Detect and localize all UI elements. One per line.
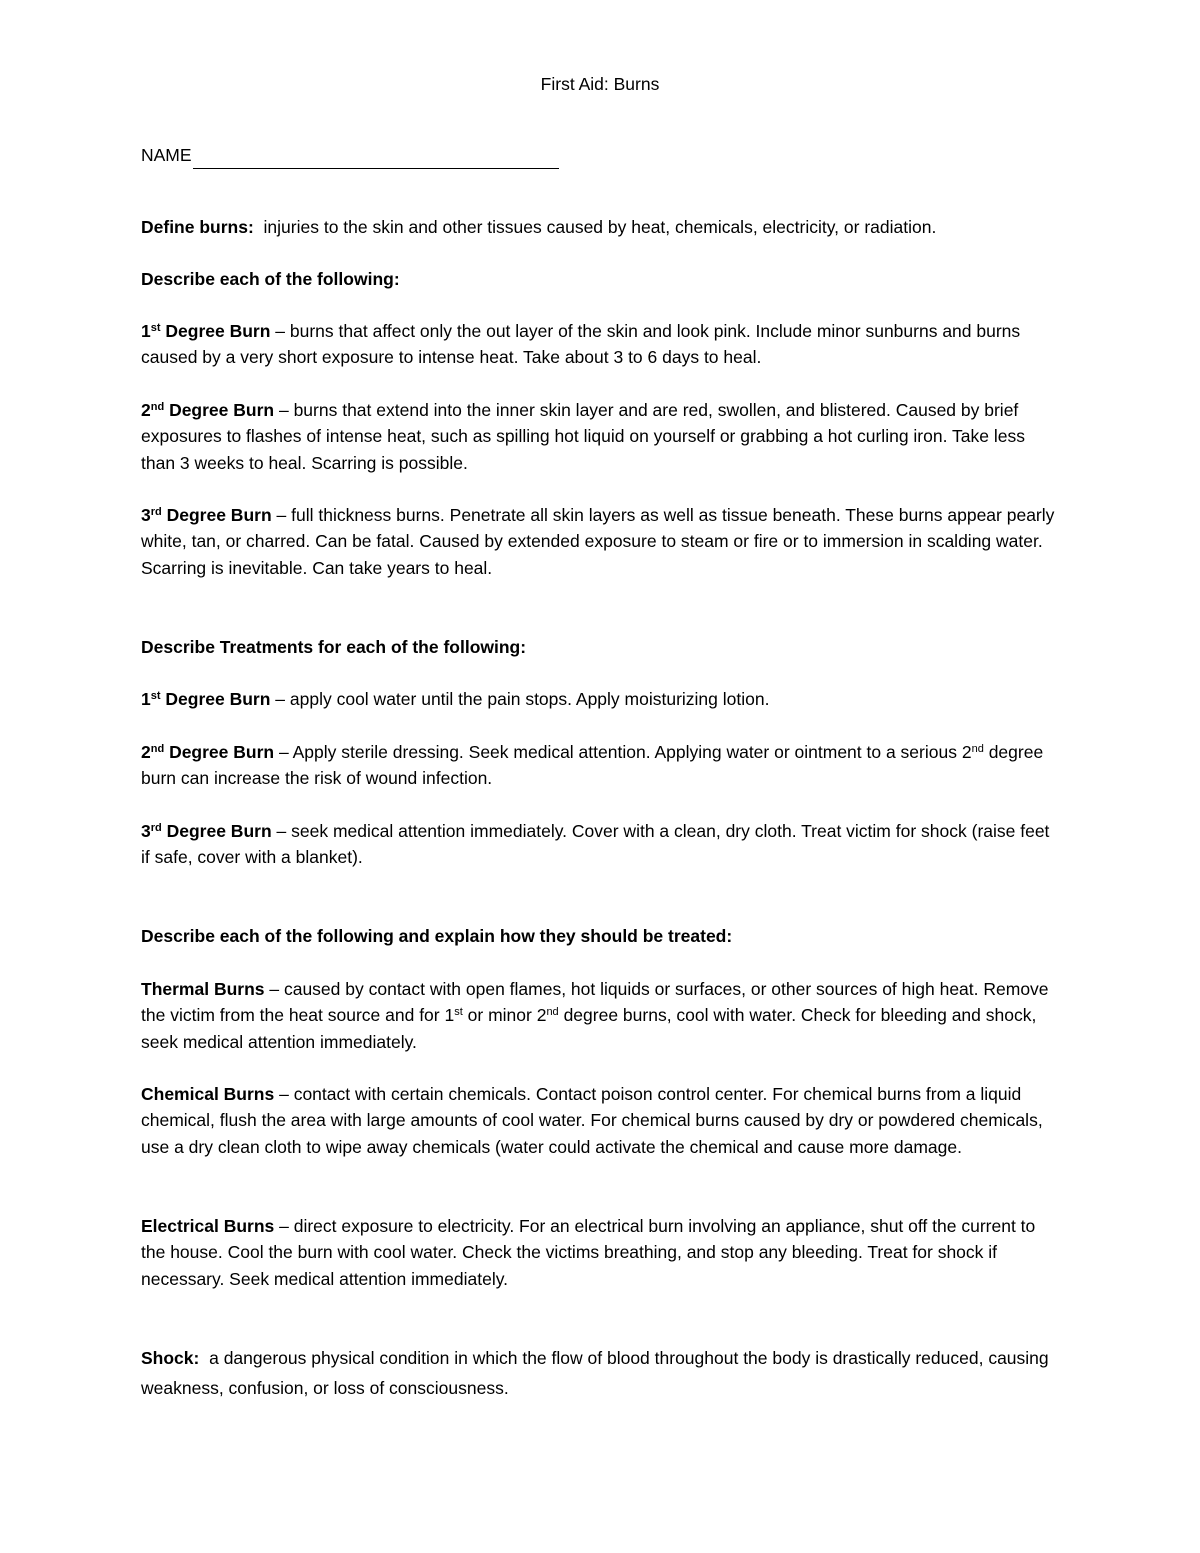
thermal-burns: Thermal Burns – caused by contact with open flames, hot liquids or surfaces, or other sources of high heat. Remove the victim from the heat source and for 1st or minor 2nd degree burns, cool with water. Check for bleeding and shock, seek medical attention immediately. xyxy=(141,978,1049,1052)
name-field xyxy=(141,142,1061,169)
treatment-first-degree: 1st Degree Burn – apply cool water until the pain stops. Apply moisturizing lotion. xyxy=(141,688,770,709)
shock-definition: Shock: a dangerous physical condition in which the flow of blood throughout the body is drastically reduced, causing weakness, confusion, or loss of consciousness. xyxy=(141,1347,1049,1398)
describe-first-degree: 1st Degree Burn – burns that affect only the out layer of the skin and look pink. Include minor sunburns and burns caused by a very short exposure to intense heat. Take about 3 to 6 days to heal. xyxy=(141,320,1021,367)
name-blank-line[interactable] xyxy=(193,149,559,169)
define-label: Define burns: xyxy=(141,216,254,237)
page-title: First Aid: Burns xyxy=(540,74,660,94)
describe-third-degree: 3rd Degree Burn – full thickness burns. Penetrate all skin layers as well as tissue beneath. These burns appear pearly white, tan, or charred. Can be fatal. Caused by extended exposure to steam or fire or to immersion in scalding water. Scarring is inevitable. Can take years to heal. xyxy=(141,504,1055,578)
types-heading: Describe each of the following and explain how they should be treated: xyxy=(141,925,733,946)
describe-second-degree: 2nd Degree Burn – burns that extend into the inner skin layer and are red, swollen, and blistered. Caused by brief exposures to flashes of intense heat, such as spilling hot liquid on yourself or grabbing a hot curling iron. Take less than 3 weeks to heal. Scarring is possible. xyxy=(141,399,1025,473)
define-burns xyxy=(141,214,1061,241)
describe-heading: Describe each of the following: xyxy=(141,268,400,289)
electrical-burns: Electrical Burns – direct exposure to electricity. For an electrical burn involving an appliance, shut off the current to the house. Cool the burn with cool water. Check the victims breathing, and stop any bleeding. Treat for shock if necessary. Seek medical attention immediately. xyxy=(141,1215,1036,1289)
treatment-second-degree: 2nd Degree Burn – Apply sterile dressing. Seek medical attention. Applying water or ointment to a serious 2nd degree burn can increase the risk of wound infection. xyxy=(141,741,1044,788)
treatment-third-degree: 3rd Degree Burn – seek medical attention immediately. Cover with a clean, dry cloth. Treat victim for shock (raise feet if safe, cover with a blanket). xyxy=(141,820,1050,867)
name-label: NAME xyxy=(141,145,192,165)
chemical-burns: Chemical Burns – contact with certain chemicals. Contact poison control center. For chemical burns from a liquid chemical, flush the area with large amounts of cool water. For chemical burns caused by dry or powdered chemicals, use a dry clean cloth to wipe away chemicals (water could activate the chemical and cause more damage. xyxy=(141,1083,1043,1157)
define-text: injuries to the skin and other tissues caused by heat, chemicals, electricity, or radiation. xyxy=(263,216,937,237)
treatments-heading: Describe Treatments for each of the following: xyxy=(141,636,527,657)
